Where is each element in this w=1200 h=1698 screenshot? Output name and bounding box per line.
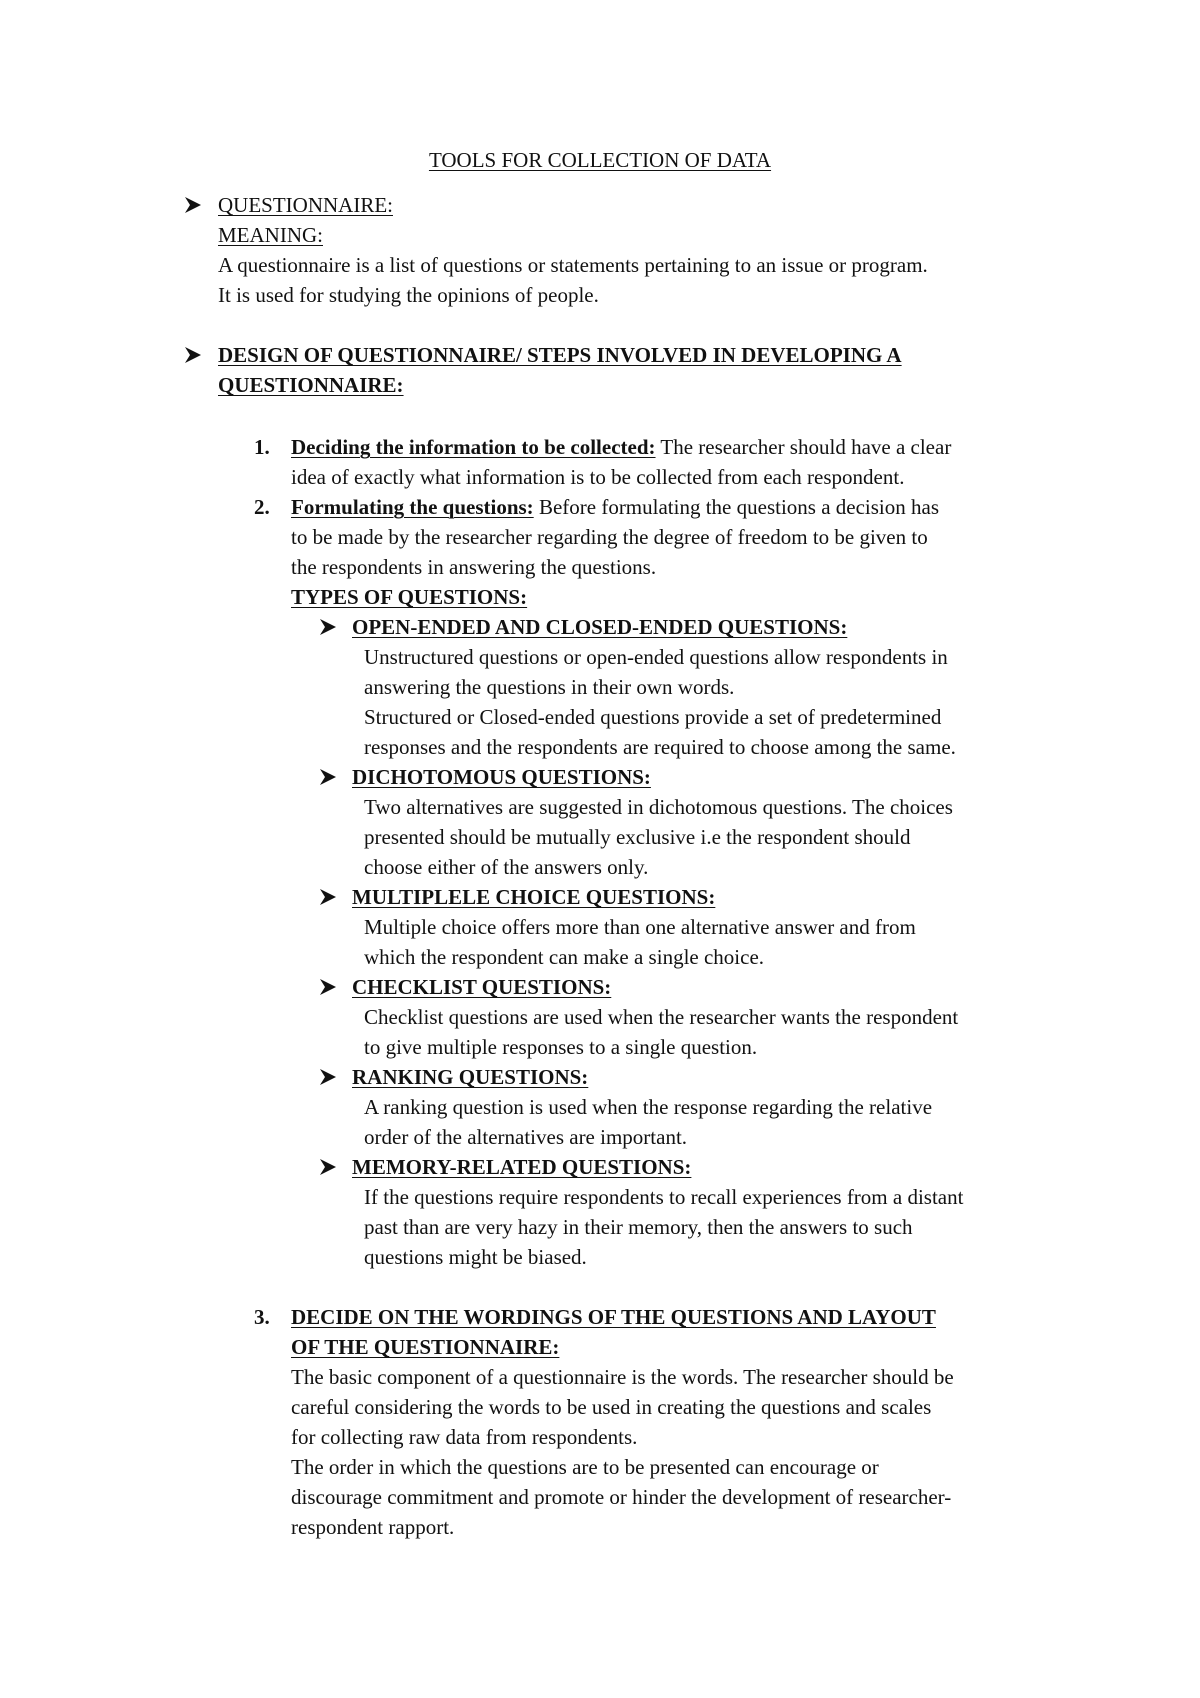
question-type-multiple-choice bbox=[352, 882, 916, 972]
question-type-heading: MULTIPLELE CHOICE QUESTIONS: bbox=[352, 885, 716, 909]
document-title bbox=[0, 145, 1200, 175]
question-type-open-closed bbox=[352, 612, 956, 762]
questionnaire-heading: QUESTIONNAIRE: bbox=[218, 193, 393, 217]
question-type-text: questions might be biased. bbox=[364, 1245, 587, 1269]
step-text: the respondents in answering the questions. bbox=[291, 555, 657, 579]
step-text: to be made by the researcher regarding the degree of freedom to be given to bbox=[291, 525, 928, 549]
arrowhead-bullet-icon bbox=[318, 1157, 338, 1177]
arrowhead-bullet-icon bbox=[318, 887, 338, 907]
step-text: respondent rapport. bbox=[291, 1515, 455, 1539]
question-type-text: Unstructured questions or open-ended questions allow respondents in bbox=[364, 645, 948, 669]
step-text: careful considering the words to be used in creating the questions and scales bbox=[291, 1395, 932, 1419]
step-2 bbox=[291, 492, 939, 612]
step-heading-line: OF THE QUESTIONNAIRE: bbox=[291, 1335, 560, 1359]
step-text: The researcher should have a clear bbox=[655, 435, 952, 459]
question-type-text: Structured or Closed-ended questions provide a set of predetermined bbox=[364, 705, 942, 729]
design-heading-line: DESIGN OF QUESTIONNAIRE/ STEPS INVOLVED IN DEVELOPING A bbox=[218, 343, 902, 367]
question-type-heading: DICHOTOMOUS QUESTIONS: bbox=[352, 765, 651, 789]
meaning-label: MEANING: bbox=[218, 223, 323, 247]
arrowhead-bullet-icon bbox=[318, 1067, 338, 1087]
question-type-text: A ranking question is used when the response regarding the relative bbox=[364, 1095, 933, 1119]
question-type-text: responses and the respondents are required to choose among the same. bbox=[364, 735, 956, 759]
step-text: idea of exactly what information is to be collected from each respondent. bbox=[291, 465, 905, 489]
question-type-text: answering the questions in their own words. bbox=[364, 675, 735, 699]
question-type-ranking bbox=[352, 1062, 932, 1152]
question-type-checklist bbox=[352, 972, 958, 1062]
step-heading-line: DECIDE ON THE WORDINGS OF THE QUESTIONS AND LAYOUT bbox=[291, 1305, 936, 1329]
question-type-text: presented should be mutually exclusive i.e the respondent should bbox=[364, 825, 911, 849]
meaning-line: It is used for studying the opinions of people. bbox=[218, 283, 599, 307]
question-type-dichotomous bbox=[352, 762, 953, 882]
question-type-text: Multiple choice offers more than one alternative answer and from bbox=[364, 915, 916, 939]
types-heading: TYPES OF QUESTIONS: bbox=[291, 585, 528, 609]
questionnaire-section bbox=[218, 190, 928, 310]
question-type-heading: CHECKLIST QUESTIONS: bbox=[352, 975, 612, 999]
question-type-text: Checklist questions are used when the researcher wants the respondent bbox=[364, 1005, 959, 1029]
step-text: The basic component of a questionnaire is the words. The researcher should be bbox=[291, 1365, 954, 1389]
question-type-text: choose either of the answers only. bbox=[364, 855, 649, 879]
step-label: Formulating the questions: bbox=[291, 495, 534, 519]
step-number: 2. bbox=[254, 495, 270, 519]
step-text: Before formulating the questions a decision has bbox=[533, 495, 940, 519]
meaning-line: A questionnaire is a list of questions or statements pertaining to an issue or program. bbox=[218, 253, 928, 277]
question-type-text: order of the alternatives are important. bbox=[364, 1125, 688, 1149]
arrowhead-bullet-icon bbox=[183, 195, 203, 215]
question-type-text: If the questions require respondents to recall experiences from a distant bbox=[364, 1185, 964, 1209]
question-type-text: to give multiple responses to a single question. bbox=[364, 1035, 758, 1059]
question-type-heading: RANKING QUESTIONS: bbox=[352, 1065, 589, 1089]
arrowhead-bullet-icon bbox=[318, 977, 338, 997]
title-text: TOOLS FOR COLLECTION OF DATA bbox=[428, 148, 772, 172]
design-section-heading bbox=[218, 340, 902, 400]
question-type-memory-related bbox=[352, 1152, 963, 1272]
arrowhead-bullet-icon bbox=[318, 767, 338, 787]
step-text: for collecting raw data from respondents. bbox=[291, 1425, 638, 1449]
question-type-text: which the respondent can make a single choice. bbox=[364, 945, 765, 969]
arrowhead-bullet-icon bbox=[318, 617, 338, 637]
question-type-text: past than are very hazy in their memory, then the answers to such bbox=[364, 1215, 913, 1239]
step-label: Deciding the information to be collected: bbox=[291, 435, 656, 459]
step-number: 3. bbox=[254, 1305, 270, 1329]
step-1 bbox=[291, 432, 951, 492]
question-type-text: Two alternatives are suggested in dichotomous questions. The choices bbox=[364, 795, 953, 819]
design-heading-line: QUESTIONNAIRE: bbox=[218, 373, 404, 397]
question-type-heading: OPEN-ENDED AND CLOSED-ENDED QUESTIONS: bbox=[352, 615, 848, 639]
step-3 bbox=[291, 1302, 954, 1542]
step-text: discourage commitment and promote or hinder the development of researcher- bbox=[291, 1485, 952, 1509]
step-text: The order in which the questions are to be presented can encourage or bbox=[291, 1455, 879, 1479]
arrowhead-bullet-icon bbox=[183, 345, 203, 365]
question-type-heading: MEMORY-RELATED QUESTIONS: bbox=[352, 1155, 692, 1179]
step-number: 1. bbox=[254, 435, 270, 459]
